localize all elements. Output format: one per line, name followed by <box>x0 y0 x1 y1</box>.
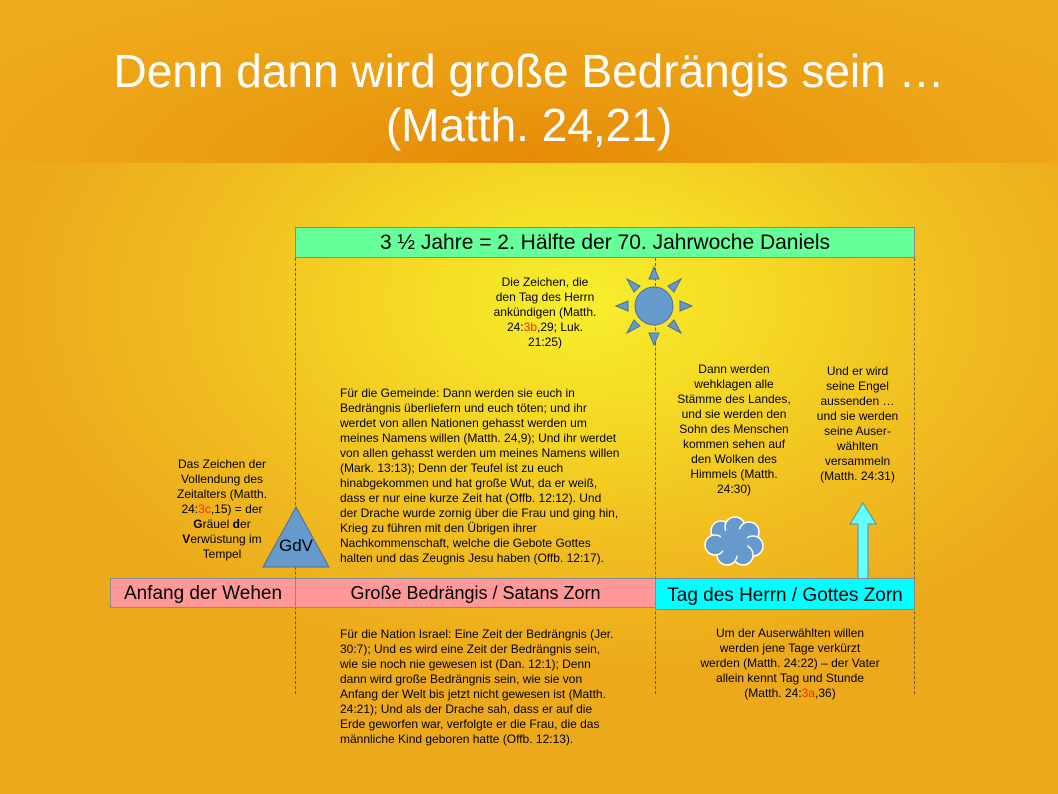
wehklagen-text <box>664 362 804 497</box>
zeichen-tag-text <box>470 275 620 350</box>
israel-line: männliche Kind geboren hatte (Offb. 12:13). <box>340 732 574 746</box>
phase-tag-des-herrn: Tag des Herrn / Gottes Zorn <box>655 578 915 610</box>
header-bar: 3 ½ Jahre = 2. Hälfte der 70. Jahrwoche Daniels <box>295 227 915 258</box>
vollendung-line: Tempel <box>202 547 242 561</box>
israel-line: 24:21); Und als der Drache sah, dass er auf die <box>340 702 593 716</box>
verkuerzt-line: allein kennt Tag und Stunde <box>716 671 864 685</box>
wehklagen-line: Sohn des Menschen <box>679 422 789 436</box>
gemeinde-line: von allen gehasst werden um meines Namens willen <box>340 446 620 460</box>
wehklagen-line: Dann werden <box>698 362 770 376</box>
gemeinde-line: Nachkommenschaft, welche die Gebote Gottes <box>340 536 591 550</box>
engel-line: (Matth. 24:31) <box>820 469 895 483</box>
engel-line: seine Engel <box>826 379 889 393</box>
gdv-initial-v: V <box>182 532 191 546</box>
title-line-2: (Matth. 24,21) <box>385 99 673 151</box>
gemeinde-line: (Mark. 13:13); Denn der Teufel ist zu euch <box>340 461 564 475</box>
gemeinde-text <box>340 386 660 566</box>
divider-line-start <box>295 258 296 694</box>
vollendung-line: Das Zeichen der <box>177 457 267 471</box>
engel-line: Und er wird <box>826 364 889 378</box>
engel-line: und sie werden <box>816 409 899 423</box>
wehklagen-line: Stämme des Landes, <box>677 392 791 406</box>
wehklagen-line: 24:30) <box>716 482 752 496</box>
gemeinde-line: der Drache wurde zornig über die Frau und ging hin, <box>340 506 619 520</box>
wehklagen-line: den Wolken des <box>691 452 777 466</box>
phase-anfang-der-wehen: Anfang der Wehen <box>110 578 296 608</box>
vollendung-line <box>167 502 277 517</box>
ref-text: (Matth. 24: <box>744 686 802 700</box>
engel-text <box>800 364 915 484</box>
gemeinde-line: dass er nur eine kurze Zeit hat (Offb. 12:12). Und <box>340 491 602 505</box>
gemeinde-line: Bedrängnis überliefern und euch töten; und ihr <box>340 401 587 415</box>
vollendung-line <box>167 517 277 532</box>
gemeinde-line: meines Namens willen (Matth. 24,9); Und ihr werdet <box>340 431 617 445</box>
gdv-initial-g: G <box>193 517 203 531</box>
vollendung-word: er <box>240 517 251 531</box>
engel-line: aussenden … <box>820 394 895 408</box>
israel-line: 30:7); Und es wird eine Zeit der Bedrängnis sein, <box>340 642 601 656</box>
vollendung-word: erwüstung im <box>190 532 262 546</box>
wehklagen-line: kommen sehen auf <box>682 437 786 451</box>
wehklagen-line: wehklagen alle <box>694 377 774 391</box>
israel-line: dann wird große Bedrängnis sein, wie sie von <box>340 672 583 686</box>
verkuerzt-line: Um der Auserwählten willen <box>715 626 865 640</box>
sun-icon <box>614 265 694 347</box>
arrow-up-icon <box>849 502 877 580</box>
israel-line: Anfang der Welt bis jetzt nicht gewesen ist (Matth. <box>340 687 606 701</box>
gdv-label: GdV <box>278 536 314 555</box>
ref-text: 24: <box>181 502 199 516</box>
zeichen-tag-line <box>470 320 620 335</box>
engel-line: wählten <box>836 439 879 453</box>
zeichen-tag-line: ankündigen (Matth. <box>493 305 597 319</box>
ref-text: ,15) = der <box>210 502 263 516</box>
vollendung-line: Vollendung des <box>180 472 264 486</box>
gemeinde-line: hinabgekommen und hat große Wut, da er weiß, <box>340 476 598 490</box>
ref-text: ,36) <box>815 686 836 700</box>
vollendung-line: Zeitalters (Matth. <box>176 487 268 501</box>
ref-highlight: 3b <box>523 320 537 334</box>
phase-grosse-bedraengnis: Große Bedrängis / Satans Zorn <box>295 578 656 608</box>
israel-line: Für die Nation Israel: Eine Zeit der Bedrängnis (Jer. <box>340 627 614 641</box>
verkuerzt-text <box>680 626 900 701</box>
engel-line: versammeln <box>824 454 891 468</box>
vollendung-word: räuel <box>202 517 233 531</box>
ref-text: 24: <box>506 320 524 334</box>
wehklagen-line: Himmels (Matth. <box>690 467 778 481</box>
ref-highlight: 3c <box>198 502 211 516</box>
gemeinde-line: Krieg zu führen mit den Übrigen ihrer <box>340 521 537 535</box>
gemeinde-line: werdet von allen Nationen gehasst werden um <box>340 416 587 430</box>
zeichen-tag-line: den Tag des Herrn <box>495 290 595 304</box>
verkuerzt-line: werden (Matth. 24:22) – der Vater <box>700 656 880 670</box>
zeichen-tag-line: 21:25) <box>527 335 563 349</box>
gemeinde-line: Für die Gemeinde: Dann werden sie euch in <box>340 386 575 400</box>
zeichen-vollendung-text <box>167 457 277 562</box>
cloud-icon <box>703 515 765 567</box>
gdv-initial-d: d <box>232 517 241 531</box>
engel-line: seine Auser- <box>824 424 891 438</box>
ref-highlight: 3a <box>801 686 816 700</box>
verkuerzt-line: werden jene Tage verkürzt <box>719 641 861 655</box>
israel-line: wie sie noch nie gewesen ist (Dan. 12:1); Denn <box>340 657 591 671</box>
ref-text: ,29; Luk. <box>537 320 584 334</box>
vollendung-line <box>167 532 277 547</box>
verkuerzt-line <box>680 686 900 701</box>
title-line-1: Denn dann wird große Bedrängis sein … <box>113 45 945 97</box>
israel-text <box>340 627 660 747</box>
zeichen-tag-line: Die Zeichen, die <box>501 275 589 289</box>
israel-line: Erde geworfen war, verfolgte er die Frau, die das <box>340 717 600 731</box>
gemeinde-line: halten und das Zeugnis Jesu haben (Offb. 12:17). <box>340 551 604 565</box>
wehklagen-line: und sie werden den <box>681 407 787 421</box>
